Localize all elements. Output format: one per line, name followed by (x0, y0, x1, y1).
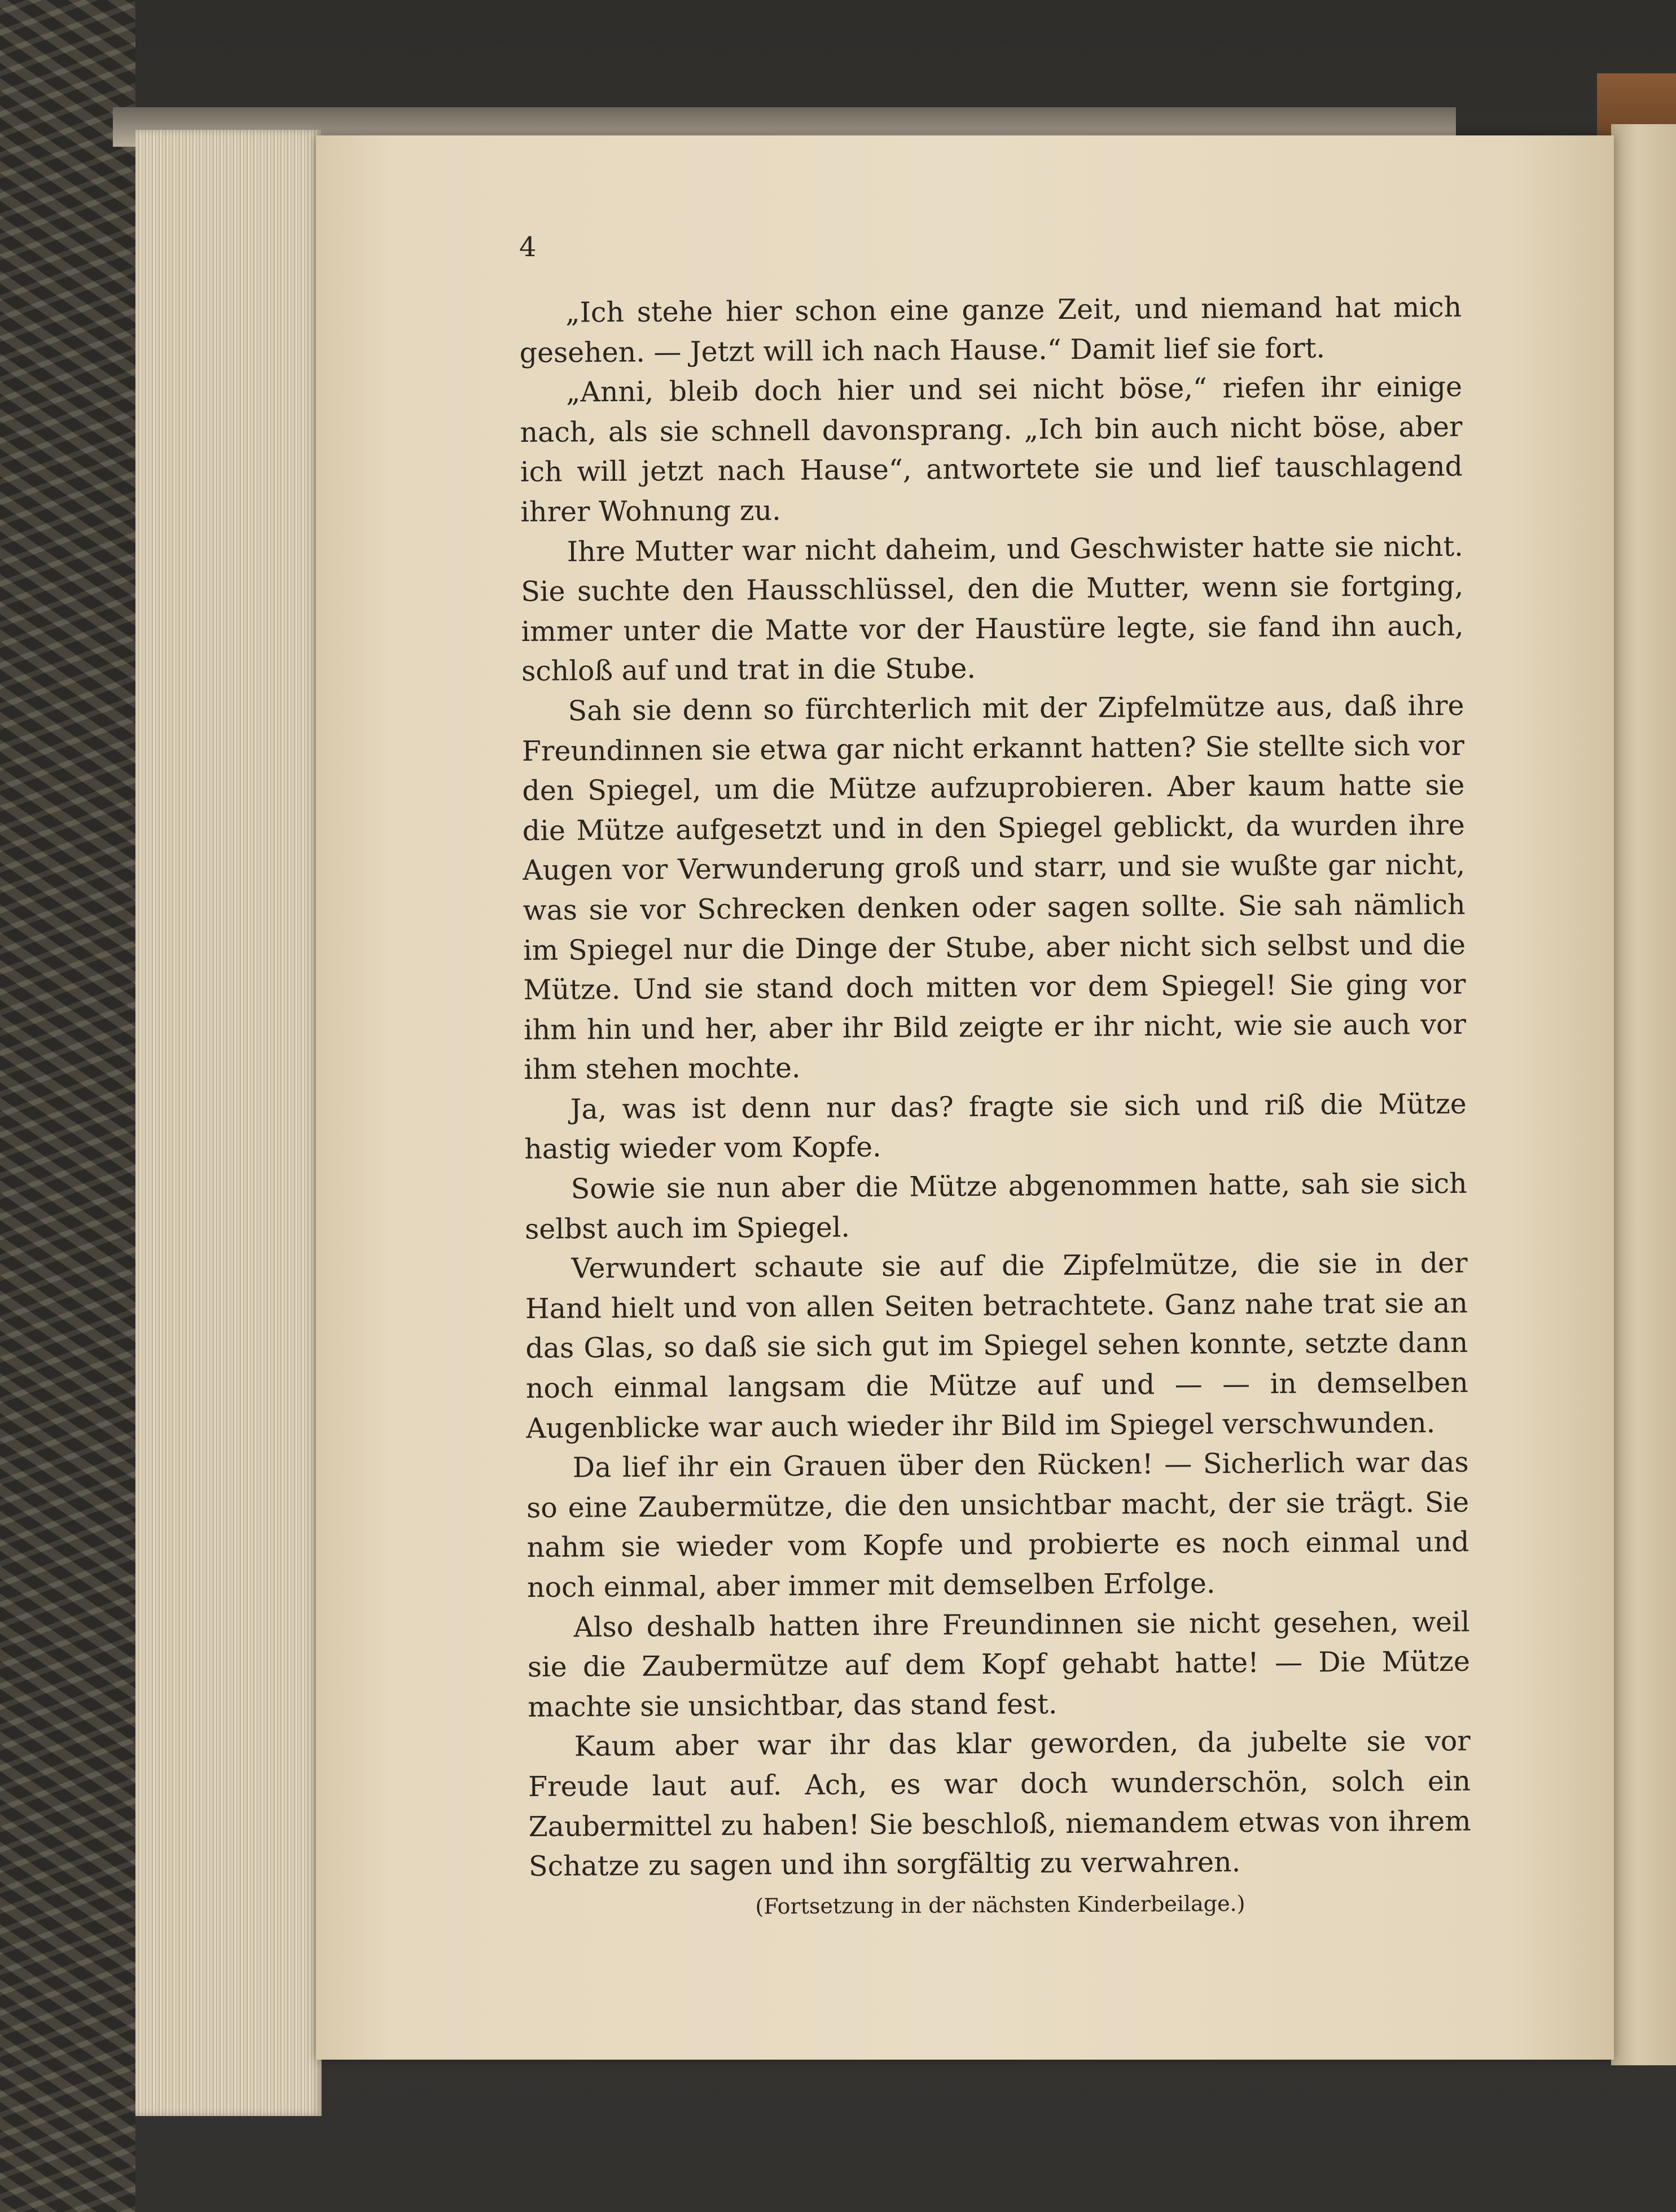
paragraph: Sah sie denn so fürchterlich mit der Zipfelmütze aus, daß ihre Freundinnen sie etwa gar nicht erkannt hatten? Sie stellte sich vor den Spiegel, um die Mütze aufzuprobieren. Aber kaum hatte sie die Mütze aufgesetzt und in den Spiegel geblickt, da wurden ihre Augen vor Verwunderung groß und starr, und sie wußte gar nicht, was sie vor Schrecken denken oder sagen sollte. Sie sah nämlich im Spiegel nur die Dinge der Stube, aber nicht sich selbst und die Mütze. Und sie stand doch mitten vor dem Spiegel! Sie ging vor ihm hin und her, aber ihr Bild zeigte er ihr nicht, wie sie auch vor ihm stehen mochte. (521, 689, 1467, 1086)
facing-page-edge (1611, 124, 1676, 2065)
paragraph: Also deshalb hatten ihre Freundinnen sie nicht gesehen, weil sie die Zaubermütze auf dem Kopf gehabt hatte! — Die Mütze machte sie unsichtbar, das stand fest. (527, 1605, 1471, 1723)
paragraph: Kaum aber war ihr das klar geworden, da jubelte sie vor Freude laut auf. Ach, es war doch wunderschön, solch ein Zaubermittel zu haben! Sie beschloß, niemandem etwas von ihrem Schatze zu sagen und ihn sorgfältig zu verwahren. (528, 1725, 1471, 1883)
paragraph: „Anni, bleib doch hier und sei nicht böse,“ riefen ihr einige nach, als sie schnell davonsprang. „Ich bin auch nicht böse, aber ich will jetzt nach Hause“, antwortete sie und lief tauschlagend ihrer Wohnung zu. (520, 370, 1463, 528)
continuation-note: (Fortsetzung in der nächsten Kinderbeilage.) (755, 1890, 1245, 1919)
page-number: 4 (519, 231, 537, 263)
paragraph: Da lief ihr ein Grauen über den Rücken! — Sicherlich war das so eine Zaubermütze, die den unsichtbar macht, der sie trägt. Sie nahm sie wieder vom Kopfe und probierte es noch einmal und noch einmal, aber immer mit demselben Erfolge. (526, 1446, 1469, 1604)
marbled-book-cover (0, 0, 135, 2212)
paragraph: Ja, was ist denn nur das? fragte sie sich und riß die Mütze hastig wieder vom Kopfe. (524, 1087, 1467, 1166)
page-block-edge (135, 130, 322, 2116)
paragraph: Ihre Mutter war nicht daheim, und Geschwister hatte sie nicht. Sie suchte den Hausschlüssel, den die Mutter, wenn sie fortging, immer unter die Matte vor der Haustüre legte, sie fand ihn auch, schloß auf und trat in die Stube. (521, 530, 1464, 688)
paragraph: „Ich stehe hier schon eine ganze Zeit, und niemand hat mich gesehen. — Jetzt will ich nach Hause.“ Damit lief sie fort. (519, 291, 1462, 369)
page-text (519, 288, 1472, 1928)
paragraph: Verwundert schaute sie auf die Zipfelmütze, die sie in der Hand hielt und von allen Seiten betrachtete. Ganz nahe trat sie an das Glas, so daß sie sich gut im Spiegel sehen konnte, setzte dann noch einmal langsam die Mütze auf und — — in demselben Augenblicke war auch wieder ihr Bild im Spiegel verschwunden. (525, 1247, 1468, 1445)
paragraph: Sowie sie nun aber die Mütze abgenommen hatte, sah sie sich selbst auch im Spiegel. (524, 1167, 1467, 1245)
